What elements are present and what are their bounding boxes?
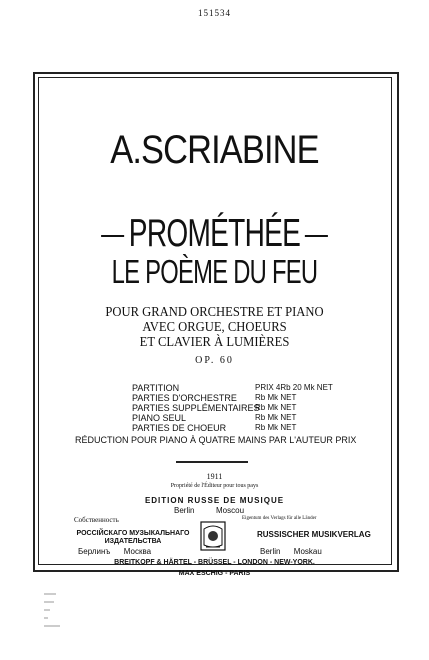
item-price-orchestra-parts: Rb Mk NET [255, 393, 297, 402]
publisher-emblem-icon [200, 521, 226, 551]
russian-publisher [73, 530, 193, 546]
item-label-partition: PARTITION [132, 383, 180, 393]
divider-rule [176, 461, 248, 463]
title-dash-left [101, 235, 124, 237]
description-line-3: ET CLAVIER À LUMIÈRES [139, 335, 290, 350]
catalog-number: 151534 [198, 8, 231, 18]
edition-city-moscou: Moscou [216, 506, 245, 515]
description-line-1: POUR GRAND ORCHESTRE ET PIANO [105, 305, 324, 320]
opus-number: OP. 60 [195, 355, 234, 366]
description-line-2: AVEC ORGUE, CHOEURS [142, 320, 287, 335]
paris-distributor: MAX ESCHIG - PARIS [178, 570, 251, 577]
russian-publisher-line-2: ИЗДАТЕЛЬСТВА [104, 538, 162, 545]
item-price-supplementary-parts: Rb Mk NET [255, 403, 297, 412]
title-row [60, 212, 369, 256]
composer-name: A.SCRIABINE [110, 128, 319, 172]
distributors-line: BREITKOPF & HÄRTEL - BRÜSSEL - LONDON - NEW-YORK. [114, 559, 315, 566]
german-publisher: RUSSISCHER MUSIKVERLAG [257, 530, 371, 539]
work-title: PROMÉTHÉE [128, 212, 301, 255]
work-subtitle: LE POÈME DU FEU [111, 253, 318, 290]
item-price-partition: PRIX 4Rb 20 Mk NET [255, 383, 333, 392]
russian-publisher-line-1: РОССІЙСКАГО МУЗЫКАЛЬНАГО [76, 530, 190, 537]
library-stamp-icon [42, 590, 82, 640]
edition-city-berlin: Berlin [174, 506, 195, 515]
reduction-line: RÉDUCTION POUR PIANO À QUATRE MAINS PAR L'AUTEUR PRIX [75, 435, 357, 445]
publication-year: 1911 [206, 472, 223, 481]
russian-cities: Берлинъ Москва [78, 547, 152, 556]
german-property-label: Eigentum des Verlags für alle Länder [242, 516, 317, 521]
german-cities: Berlin Moskau [260, 547, 322, 556]
title-dash-right [305, 235, 328, 237]
edition-name: EDITION RUSSE DE MUSIQUE [144, 496, 285, 505]
item-label-piano-solo: PIANO SEUL [132, 413, 187, 423]
russian-property-label: Собственность [74, 516, 119, 524]
item-label-choir-parts: PARTIES DE CHOEUR [132, 423, 227, 433]
item-label-supplementary-parts: PARTIES SUPPLÉMENTAIRES [132, 403, 260, 413]
rights-notice: Propriété de l'Éditeur pour tous pays [170, 483, 259, 489]
item-label-orchestra-parts: PARTIES D'ORCHESTRE [132, 393, 237, 403]
item-price-piano-solo: Rb Mk NET [255, 413, 297, 422]
item-price-choir-parts: Rb Mk NET [255, 423, 297, 432]
